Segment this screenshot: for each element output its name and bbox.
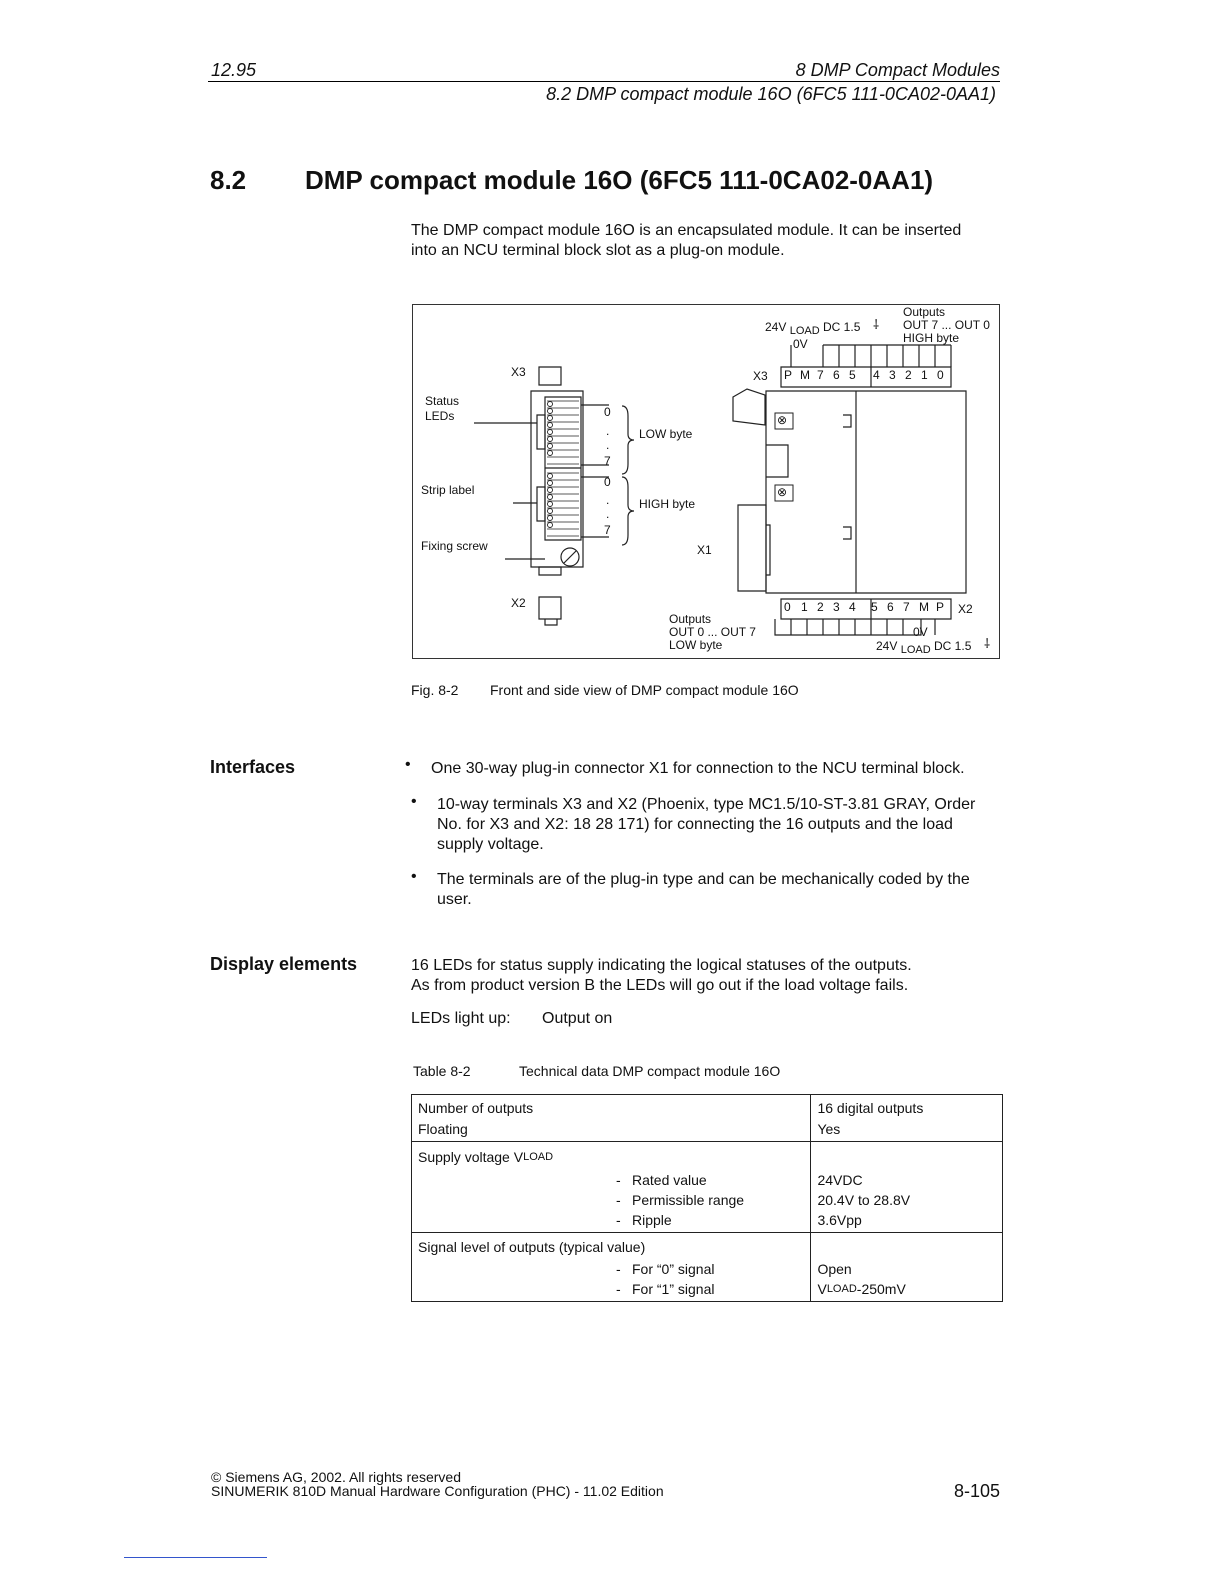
table-cell [412, 1142, 811, 1233]
figure-caption-text: Front and side view of DMP compact module 16O [490, 682, 799, 698]
header-section: 8.2 DMP compact module 16O (6FC5 111-0CA02-0AA1) [546, 84, 996, 104]
top-terminal-m: M [800, 368, 810, 382]
fuse-symbol-top: ⸸ [873, 317, 880, 332]
supply-row-rated: - Rated value [616, 1172, 707, 1188]
fuse-symbol-bottom: ⸸ [984, 636, 991, 651]
figure-module-views [412, 304, 1000, 659]
section-number: 8.2 [210, 165, 247, 195]
x3-side-label: X3 [753, 369, 768, 383]
table-row [412, 1095, 1003, 1142]
floating-value: Yes [817, 1120, 841, 1137]
ripple-value: 3.6Vpp [817, 1212, 862, 1228]
bottom-terminal-0: 0 [784, 600, 791, 614]
table-cell [412, 1233, 811, 1302]
display-line-1: 16 LEDs for status supply indicating the logical statuses of the outputs. [411, 957, 912, 974]
bullet-3: • [411, 868, 417, 885]
header-chapter: 8 DMP Compact Modules [795, 60, 1000, 80]
header-rule [208, 81, 1000, 82]
bottom-terminal-2: 2 [817, 600, 824, 614]
front-foot [539, 567, 561, 575]
supply-row-ripple: - Ripple [616, 1212, 672, 1228]
interfaces-heading: Interfaces [210, 757, 296, 777]
supply-row-range: - Permissible range [616, 1192, 745, 1208]
fixing-screw-text: Fixing screw [421, 539, 488, 553]
intro-line-1: The DMP compact module 16O is an encapsulated module. It can be inserted [411, 222, 962, 239]
top-terminal-p: P [784, 368, 793, 382]
screw-symbol-bottom: ⊗ [777, 485, 788, 499]
x3-plug-front [539, 367, 561, 385]
leds-light-label: LEDs light up: [411, 1010, 511, 1027]
table-cell [412, 1095, 811, 1142]
top-terminal-2: 2 [905, 368, 912, 382]
interface-item-2-line-1: 10-way terminals X3 and X2 (Phoenix, type MC1.5/10-ST-3.81 GRAY, Order [437, 796, 976, 813]
high-byte-label: HIGH byte [639, 497, 696, 511]
footer-copyright: © Siemens AG, 2002. All rights reserved [211, 1469, 461, 1485]
bottom-link-rule [124, 1557, 267, 1558]
bullet-2: • [411, 793, 417, 810]
interface-item-3-line-1: The terminals are of the plug-in type and can be mechanically coded by the [437, 871, 970, 888]
footer-manual: SINUMERIK 810D Manual Hardware Configuration (PHC) - 11.02 Edition [211, 1483, 664, 1499]
bottom-terminal-5: 5 [871, 600, 878, 614]
status-leds-1: Status [425, 394, 460, 408]
high-bit-0: 0 [604, 475, 611, 489]
intro-line-2: into an NCU terminal block slot as a plug-on module. [411, 242, 785, 259]
technical-data-table [411, 1094, 1003, 1302]
high-dot-2: . [606, 507, 610, 521]
low-byte-label: LOW byte [639, 427, 693, 441]
top-terminal-4: 4 [873, 368, 880, 382]
display-line-2: As from product version B the LEDs will go out if the load voltage fails. [411, 977, 909, 994]
outputs-bottom-2: OUT 0 ... OUT 7 [669, 625, 756, 639]
status-leds-2: LEDs [425, 409, 455, 423]
page-number: 8-105 [953, 1481, 1000, 1501]
supply-label-top: 24V LOAD DC 1.5 [765, 320, 861, 337]
supply-label-bottom: 24V LOAD DC 1.5 [876, 639, 972, 656]
top-terminal-7: 7 [817, 368, 824, 382]
rated-value: 24VDC [817, 1172, 863, 1188]
bottom-terminal-3: 3 [833, 600, 840, 614]
top-terminal-3: 3 [889, 368, 896, 382]
floating-label: Floating [418, 1120, 468, 1137]
interface-item-2-line-3: supply voltage. [437, 836, 544, 853]
outputs-top-2: OUT 7 ... OUT 0 [903, 318, 990, 332]
table-cell [811, 1095, 1003, 1142]
bottom-terminal-7: 7 [903, 600, 910, 614]
outputs-bottom-3: LOW byte [669, 638, 723, 652]
x2-plug-front [539, 597, 561, 619]
strip-label-text: Strip label [421, 483, 475, 497]
number-of-outputs-value: 16 digital outputs [817, 1099, 924, 1116]
supply-voltage-label: Supply voltage V LOAD [418, 1149, 554, 1165]
top-terminal-5: 5 [849, 368, 856, 382]
x1-label: X1 [697, 543, 712, 557]
table-caption-text: Technical data DMP compact module 16O [519, 1063, 781, 1079]
x2-front-label: X2 [511, 596, 526, 610]
zero-v-top: 0V [793, 337, 808, 351]
low-bit-7: 7 [604, 454, 611, 468]
leds-light-value: Output on [542, 1010, 613, 1027]
module-drawing [413, 305, 1001, 660]
signal-level-label: Signal level of outputs (typical value) [418, 1239, 646, 1255]
low-bit-0: 0 [604, 405, 611, 419]
zero-v-bottom: 0V [913, 625, 928, 639]
low-dot-1: . [606, 424, 610, 438]
screw-symbol-top: ⊗ [777, 413, 788, 427]
table-cell [811, 1233, 1003, 1302]
top-terminal-1: 1 [921, 368, 928, 382]
low-dot-2: . [606, 438, 610, 452]
header-date: 12.95 [211, 60, 257, 80]
figure-caption-number: Fig. 8-2 [411, 682, 459, 698]
interface-item-2-line-2: No. for X3 and X2: 18 28 171) for connecting the 16 outputs and the load [437, 816, 953, 833]
bottom-terminal-m: M [919, 600, 929, 614]
display-elements-heading: Display elements [210, 954, 358, 974]
top-terminal-0: 0 [937, 368, 944, 382]
high-dot-1: . [606, 493, 610, 507]
interface-item-3-line-2: user. [437, 891, 472, 908]
table-row [412, 1233, 1003, 1302]
interface-item-1: One 30-way plug-in connector X1 for connection to the NCU terminal block. [431, 760, 965, 777]
number-of-outputs-label: Number of outputs [418, 1099, 534, 1116]
side-housing [766, 391, 966, 593]
x2-side-label: X2 [958, 602, 973, 616]
outputs-bottom-1: Outputs [669, 612, 712, 626]
x3-front-label: X3 [511, 365, 526, 379]
section-title: DMP compact module 16O (6FC5 111-0CA02-0AA1) [305, 165, 934, 195]
bottom-terminal-6: 6 [887, 600, 894, 614]
outputs-top-1: Outputs [903, 305, 946, 319]
table-cell [811, 1142, 1003, 1233]
signal-0-value: Open [817, 1261, 852, 1277]
bottom-terminal-1: 1 [801, 600, 808, 614]
x1-connector [738, 505, 766, 591]
signal-row-0: - For “0” signal [616, 1261, 715, 1277]
outputs-top-3: HIGH byte [903, 331, 960, 345]
bottom-terminal-4: 4 [849, 600, 856, 614]
signal-1-value: V LOAD -250mV [817, 1281, 906, 1297]
signal-row-1: - For “1” signal [616, 1281, 715, 1297]
high-bit-7: 7 [604, 523, 611, 537]
bottom-terminal-p: P [936, 600, 945, 614]
permissible-range-value: 20.4V to 28.8V [817, 1192, 911, 1208]
top-terminal-6: 6 [833, 368, 840, 382]
bullet-1: • [405, 756, 411, 773]
table-caption-number: Table 8-2 [413, 1063, 471, 1079]
table-row [412, 1142, 1003, 1233]
